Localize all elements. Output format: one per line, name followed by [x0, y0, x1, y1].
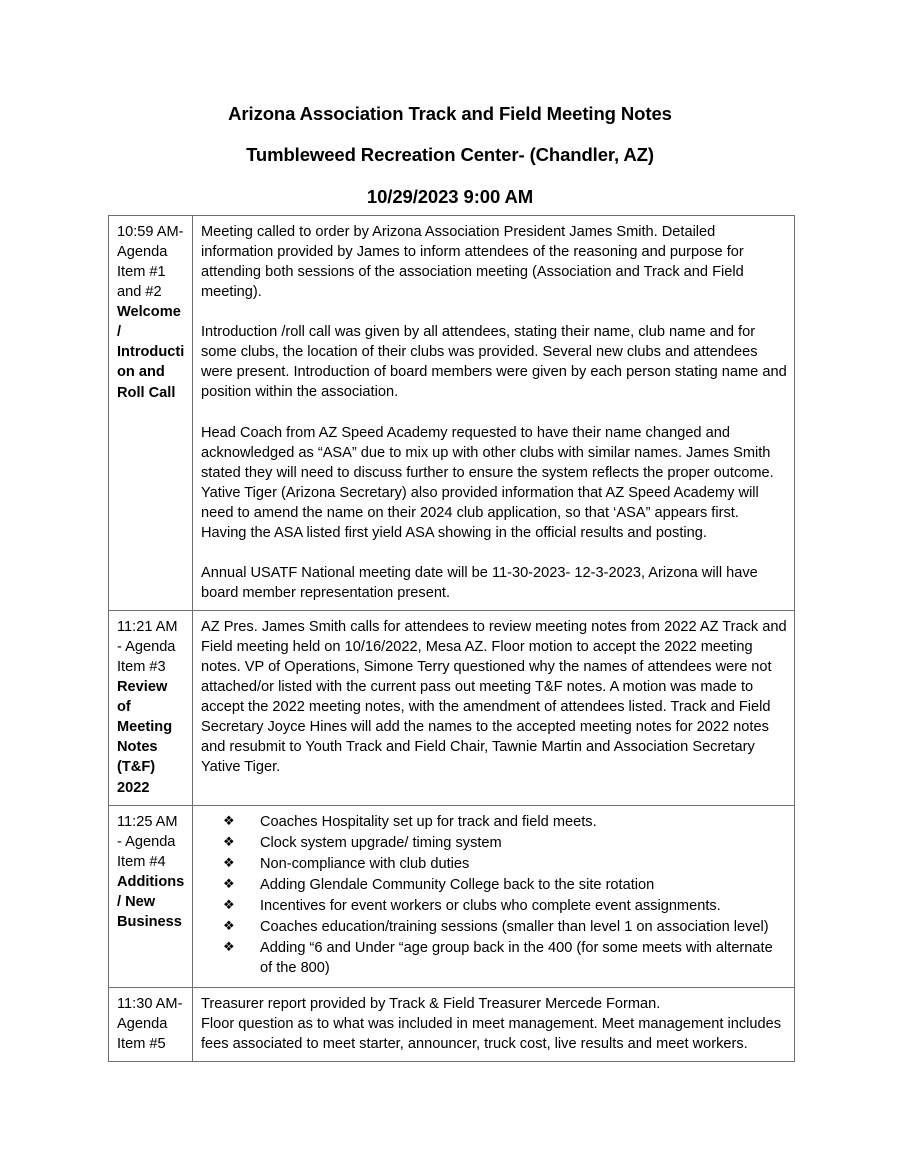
agenda-time-cell [109, 611, 193, 806]
list-item-label: Non-compliance with club duties [260, 855, 470, 872]
diamond-bullet-icon: ❖ [223, 919, 235, 935]
list-item-label: Adding Glendale Community College back to the site rotation [260, 876, 655, 893]
meeting-notes-table [108, 215, 795, 1062]
note-paragraph: Floor question as to what was included in meet management. Meet management includes fees associated to meet starter, announcer, truck cost, live results and meet workers. [201, 1015, 782, 1052]
list-item [223, 854, 787, 874]
list-item [223, 938, 787, 978]
diamond-bullet-icon: ❖ [223, 813, 235, 829]
table-row [109, 611, 795, 806]
agenda-time-label: 10:59 AM- Agenda Item #1 and #2 [117, 224, 184, 301]
list-item-label: Coaches Hospitality set up for track and field meets. [260, 813, 597, 830]
note-paragraph: Treasurer report provided by Track & Field Treasurer Mercede Forman. [201, 995, 661, 1012]
note-paragraph: Introduction /roll call was given by all attendees, stating their name, club name and for some clubs, the location of their clubs was provided. Several new clubs and attendees were present. Introduction of board members were given by each person stating name and position within the association. [201, 324, 787, 401]
list-item-label: Adding “6 and Under “age group back in the 400 (for some meets with alternate of the 800) [260, 940, 773, 977]
agenda-notes-cell [193, 805, 795, 987]
venue-subtitle: Tumbleweed Recreation Center- (Chandler, AZ) [246, 144, 654, 166]
diamond-bullet-icon: ❖ [223, 855, 235, 871]
list-item [223, 812, 787, 832]
agenda-notes-cell [193, 216, 795, 611]
document-title-block [0, 0, 900, 206]
table-row [109, 216, 795, 611]
agenda-time-cell [109, 805, 193, 987]
diamond-bullet-icon: ❖ [223, 876, 235, 892]
agenda-time-label: 11:25 AM - Agenda Item #4 [117, 813, 178, 870]
datetime-subtitle: 10/29/2023 9:00 AM [366, 185, 534, 207]
diamond-bullet-icon: ❖ [223, 898, 235, 914]
list-item-label: Incentives for event workers or clubs who complete event assignments. [260, 898, 721, 915]
note-paragraph: Head Coach from AZ Speed Academy requested to have their name changed and acknowledged as “ASA” due to mix up with other clubs with similar names. James Smith stated they will need to discuss further to ensure the system reflects the proper outcome. Yative Tiger (Arizona Secretary) also provided information that AZ Speed Academy will need to amend the name on their 2024 club application, so that ‘ASA” appears first. Having the ASA listed first yield ASA showing in the official results and posting. [201, 424, 774, 541]
page-title: Arizona Association Track and Field Meeting Notes [228, 103, 672, 124]
agenda-time-label: 11:21 AM - Agenda Item #3 [117, 619, 178, 676]
agenda-time-cell [109, 216, 193, 611]
table-row [109, 805, 795, 987]
agenda-notes-cell [193, 611, 795, 806]
agenda-topic-label: Welcome / Introducti on and Roll Call [117, 304, 185, 401]
list-item [223, 875, 787, 895]
table-body [109, 216, 795, 1062]
diamond-bullet-icon: ❖ [223, 940, 235, 956]
list-item [223, 917, 787, 937]
list-item [223, 896, 787, 916]
diamond-bullet-icon: ❖ [223, 834, 235, 850]
agenda-notes-cell [193, 987, 795, 1061]
note-paragraph: Annual USATF National meeting date will be 11-30-2023- 12-3-2023, Arizona will have board member representation present. [201, 564, 758, 601]
note-paragraph: Meeting called to order by Arizona Association President James Smith. Detailed information provided by James to inform attendees of the reasoning and purpose for attending both sessions of the association meeting (Association and Track and Field meeting). [201, 224, 744, 301]
note-paragraph: AZ Pres. James Smith calls for attendees to review meeting notes from 2022 AZ Track and Field meeting held on 10/16/2022, Mesa AZ. Floor motion to accept the 2022 meeting notes. VP of Operations, Simone Terry questioned why the names of attendees were not attached/or listed with the current pass out meeting T&F notes. A motion was made to accept the 2022 meeting notes, with the amendment of attendees listed. Track and Field Secretary Joyce Hines will add the names to the accepted meeting notes for 2022 notes and resubmit to Youth Track and Field Chair, Tawnie Martin and Association Secretary Yative Tiger. [201, 619, 787, 776]
agenda-topic-label: Review of Meeting Notes (T&F) 2022 [117, 679, 173, 796]
agenda-time-label: 11:30 AM- Agenda Item #5 [117, 995, 183, 1052]
new-business-list [201, 812, 787, 979]
table-row [109, 987, 795, 1061]
list-item-label: Coaches education/training sessions (smaller than level 1 on association level) [260, 919, 769, 936]
list-item-label: Clock system upgrade/ timing system [260, 834, 502, 851]
agenda-time-cell [109, 987, 193, 1061]
list-item [223, 833, 787, 853]
agenda-topic-label: Additions / New Business [117, 873, 185, 930]
